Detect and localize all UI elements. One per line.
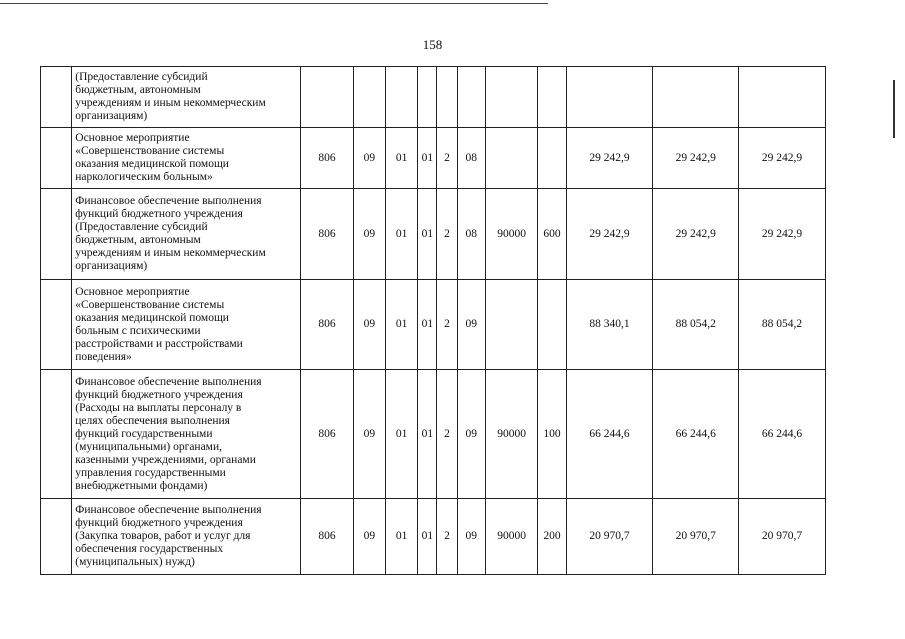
description-line: функций бюджетного учреждения — [75, 208, 243, 220]
amount-year1-cell: 66 244,6 — [566, 370, 653, 499]
subsection-code-cell: 01 — [386, 370, 418, 499]
ministry-code-cell: 806 — [301, 370, 353, 499]
subsection-code-cell — [386, 67, 418, 128]
amount-year3-cell: 29 242,9 — [739, 128, 826, 189]
description-line: Основное мероприятие — [75, 132, 190, 144]
event-code-cell: 09 — [457, 280, 485, 370]
description-line: организациям) — [75, 260, 148, 272]
description-line: учреждениям и иным некоммерческим — [75, 247, 266, 259]
page-number-text: 158 — [422, 37, 443, 52]
direction-code-cell — [485, 128, 537, 189]
amount-year3-cell: 29 242,9 — [739, 189, 826, 280]
description-line: «Совершенствование системы — [75, 298, 225, 311]
description-line: учреждениям и иным некоммерческим — [75, 97, 266, 109]
description-line: Финансовое обеспечение выполнения — [75, 195, 262, 207]
subsection-code-cell: 01 — [386, 280, 418, 370]
description-cell — [72, 189, 301, 280]
ministry-code-cell: 806 — [301, 499, 353, 575]
amount-year2-cell: 88 054,2 — [653, 280, 739, 370]
ministry-code-cell: 806 — [301, 189, 353, 280]
direction-code-cell: 90000 — [485, 189, 537, 280]
page-number — [0, 37, 905, 53]
description-line: (Расходы на выплаты персоналу в — [75, 401, 242, 414]
expense-type-cell: 100 — [538, 370, 566, 499]
subprogram-code-cell: 2 — [437, 128, 457, 189]
expense-type-cell: 600 — [538, 189, 566, 280]
direction-code-cell — [485, 67, 537, 128]
amount-year3-cell: 66 244,6 — [739, 370, 826, 499]
section-code-cell: 09 — [353, 189, 385, 280]
program-code-cell: 01 — [418, 128, 437, 189]
ministry-code-cell: 806 — [301, 128, 353, 189]
description-line: наркологическим больным» — [75, 171, 213, 183]
table-row — [41, 280, 826, 370]
subprogram-code-cell: 2 — [437, 280, 457, 370]
event-code-cell: 09 — [457, 499, 485, 575]
amount-year2-cell: 66 244,6 — [653, 370, 739, 499]
description-line: казенными учреждениями, органами — [75, 453, 256, 466]
budget-table — [40, 66, 826, 575]
description-line: Финансовое обеспечение выполнения — [75, 375, 262, 388]
amount-year1-cell: 29 242,9 — [566, 128, 653, 189]
description-line: Основное мероприятие — [75, 285, 190, 298]
amount-year1-cell: 88 340,1 — [566, 280, 653, 370]
row-number-cell — [41, 189, 72, 280]
row-number-cell — [41, 370, 72, 499]
event-code-cell: 08 — [457, 128, 485, 189]
description-cell — [72, 67, 301, 128]
subprogram-code-cell: 2 — [437, 370, 457, 499]
program-code-cell — [418, 67, 437, 128]
description-line: бюджетным, автономным — [75, 84, 201, 96]
amount-year3-cell — [739, 67, 826, 128]
description-line: (муниципальных) нужд) — [75, 556, 195, 568]
subsection-code-cell: 01 — [386, 189, 418, 280]
expense-type-cell — [538, 128, 566, 189]
table-row — [41, 189, 826, 280]
amount-year3-cell: 88 054,2 — [739, 280, 826, 370]
expense-type-cell — [538, 67, 566, 128]
subsection-code-cell: 01 — [386, 128, 418, 189]
amount-year2-cell: 29 242,9 — [653, 128, 739, 189]
table-row — [41, 370, 826, 499]
top-rule — [0, 3, 548, 4]
amount-year3-cell: 20 970,7 — [739, 499, 826, 575]
section-code-cell: 09 — [353, 128, 385, 189]
direction-code-cell: 90000 — [485, 370, 537, 499]
direction-code-cell: 90000 — [485, 499, 537, 575]
ministry-code-cell: 806 — [301, 280, 353, 370]
row-number-cell — [41, 499, 72, 575]
description-line: оказания медицинской помощи — [75, 311, 229, 324]
amount-year1-cell: 29 242,9 — [566, 189, 653, 280]
section-code-cell: 09 — [353, 370, 385, 499]
description-line: внебюджетными фондами) — [75, 479, 208, 492]
amount-year2-cell: 20 970,7 — [653, 499, 739, 575]
program-code-cell: 01 — [418, 370, 437, 499]
event-code-cell: 09 — [457, 370, 485, 499]
direction-code-cell — [485, 280, 537, 370]
event-code-cell — [457, 67, 485, 128]
section-code-cell — [353, 67, 385, 128]
description-line: поведения» — [75, 350, 132, 363]
table-row — [41, 499, 826, 575]
description-line: (Предоставление субсидий — [75, 221, 208, 233]
subprogram-code-cell: 2 — [437, 189, 457, 280]
subprogram-code-cell: 2 — [437, 499, 457, 575]
margin-mark — [893, 80, 895, 138]
description-line: оказания медицинской помощи — [75, 158, 229, 170]
description-line: (Предоставление субсидий — [75, 71, 208, 83]
amount-year1-cell: 20 970,7 — [566, 499, 653, 575]
description-line: Финансовое обеспечение выполнения — [75, 504, 262, 516]
description-line: функций государственными — [75, 427, 213, 440]
program-code-cell: 01 — [418, 280, 437, 370]
description-line: функций бюджетного учреждения — [75, 388, 243, 401]
event-code-cell: 08 — [457, 189, 485, 280]
description-cell — [72, 499, 301, 575]
description-line: управления государственными — [75, 466, 226, 479]
description-line: расстройствами и расстройствами — [75, 337, 243, 350]
description-line: (муниципальными) органами, — [75, 440, 222, 453]
description-line: целях обеспечения выполнения — [75, 414, 230, 427]
amount-year1-cell — [566, 67, 653, 128]
section-code-cell: 09 — [353, 280, 385, 370]
table-row — [41, 67, 826, 128]
subprogram-code-cell — [437, 67, 457, 128]
ministry-code-cell — [301, 67, 353, 128]
program-code-cell: 01 — [418, 499, 437, 575]
program-code-cell: 01 — [418, 189, 437, 280]
description-line: организациям) — [75, 110, 148, 122]
description-line: (Закупка товаров, работ и услуг для — [75, 530, 251, 542]
section-code-cell: 09 — [353, 499, 385, 575]
amount-year2-cell — [653, 67, 739, 128]
description-line: функций бюджетного учреждения — [75, 517, 243, 529]
description-line: бюджетным, автономным — [75, 234, 201, 246]
description-cell — [72, 280, 301, 370]
subsection-code-cell: 01 — [386, 499, 418, 575]
description-line: «Совершенствование системы — [75, 145, 225, 157]
description-cell — [72, 370, 301, 499]
description-cell — [72, 128, 301, 189]
expense-type-cell — [538, 280, 566, 370]
description-line: обеспечения государственных — [75, 543, 224, 555]
row-number-cell — [41, 67, 72, 128]
row-number-cell — [41, 128, 72, 189]
table-row — [41, 128, 826, 189]
amount-year2-cell: 29 242,9 — [653, 189, 739, 280]
expense-type-cell: 200 — [538, 499, 566, 575]
description-line: больным с психическими — [75, 324, 201, 337]
row-number-cell — [41, 280, 72, 370]
